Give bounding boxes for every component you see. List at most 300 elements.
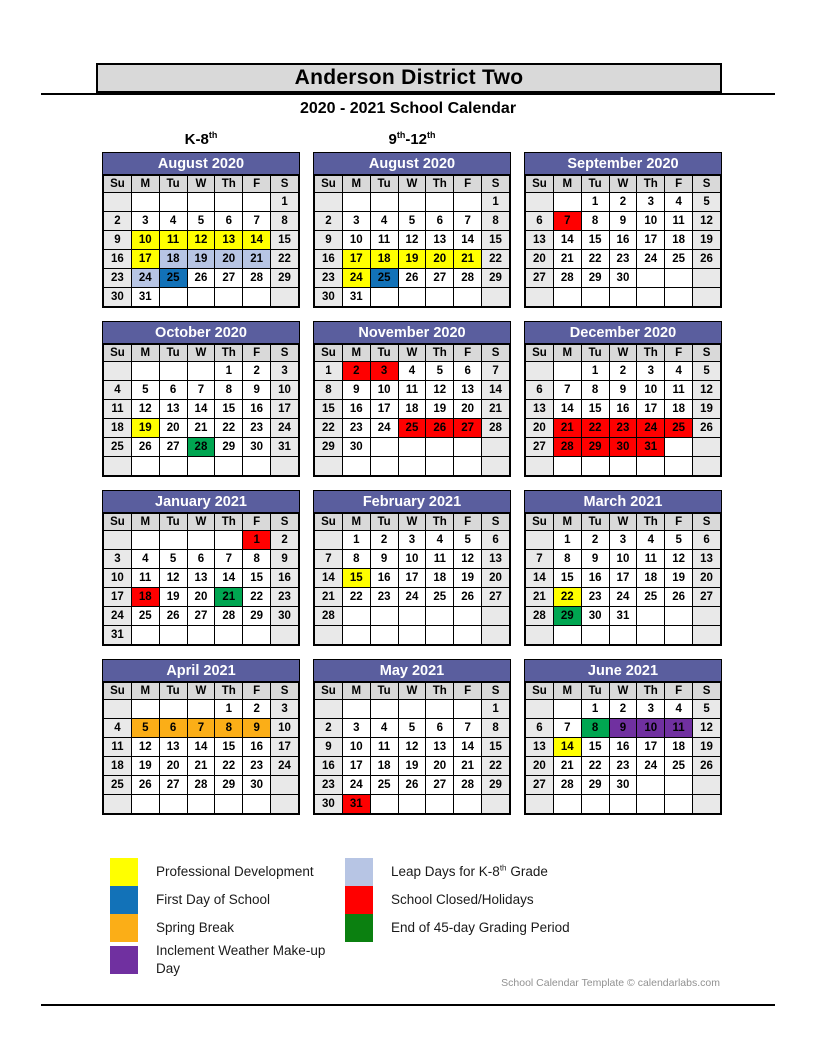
day-cell: 9	[243, 381, 271, 400]
day-cell: 10	[398, 550, 426, 569]
day-cell: 26	[693, 250, 721, 269]
legend-item	[110, 942, 345, 977]
day-cell: 14	[187, 738, 215, 757]
day-cell: 24	[637, 250, 665, 269]
day-cell: 8	[581, 719, 609, 738]
day-cell	[426, 626, 454, 645]
legend-color-swatch	[110, 946, 138, 974]
day-cell: 16	[370, 569, 398, 588]
day-cell: 23	[609, 757, 637, 776]
day-of-week-header: F	[454, 176, 482, 193]
day-cell: 17	[271, 400, 299, 419]
day-cell: 2	[315, 212, 343, 231]
day-cell: 27	[215, 269, 243, 288]
day-cell: 30	[609, 438, 637, 457]
month-title: May 2021	[314, 660, 510, 682]
day-of-week-header: Th	[426, 176, 454, 193]
superscript: th	[396, 130, 406, 140]
day-cell: 27	[526, 269, 554, 288]
day-cell	[693, 776, 721, 795]
day-of-week-header: M	[342, 345, 370, 362]
day-cell: 13	[526, 400, 554, 419]
day-cell: 20	[526, 757, 554, 776]
day-cell: 27	[693, 588, 721, 607]
day-of-week-header: Su	[526, 345, 554, 362]
day-cell: 12	[693, 212, 721, 231]
month-title: February 2021	[314, 491, 510, 513]
day-cell: 29	[581, 438, 609, 457]
day-cell	[398, 457, 426, 476]
day-cell	[342, 700, 370, 719]
day-cell	[315, 700, 343, 719]
month-calendar-august-2020-912	[313, 152, 511, 308]
day-cell	[243, 795, 271, 814]
day-cell: 13	[215, 231, 243, 250]
day-cell	[342, 626, 370, 645]
day-of-week-header: W	[187, 345, 215, 362]
day-cell	[398, 700, 426, 719]
day-cell: 12	[665, 550, 693, 569]
day-cell	[426, 607, 454, 626]
day-cell: 29	[482, 269, 510, 288]
day-cell: 26	[131, 438, 159, 457]
day-cell	[104, 362, 132, 381]
day-cell: 8	[215, 719, 243, 738]
day-cell	[159, 531, 187, 550]
day-cell: 19	[693, 400, 721, 419]
day-cell: 2	[370, 531, 398, 550]
month-table	[525, 175, 721, 307]
day-cell	[553, 626, 581, 645]
day-of-week-header: M	[131, 176, 159, 193]
day-cell	[553, 795, 581, 814]
day-cell	[271, 626, 299, 645]
day-cell: 30	[609, 776, 637, 795]
day-cell: 24	[370, 419, 398, 438]
day-cell: 13	[159, 738, 187, 757]
day-cell	[370, 438, 398, 457]
day-cell: 1	[581, 700, 609, 719]
superscript: th	[427, 130, 436, 140]
day-cell: 27	[426, 269, 454, 288]
day-cell: 7	[526, 550, 554, 569]
day-cell: 29	[315, 438, 343, 457]
day-cell: 11	[665, 212, 693, 231]
day-of-week-header: W	[398, 176, 426, 193]
day-cell: 11	[398, 381, 426, 400]
day-cell	[131, 193, 159, 212]
day-cell	[398, 288, 426, 307]
month-calendar-august-2020-k8	[102, 152, 300, 308]
day-of-week-header: Th	[637, 345, 665, 362]
day-cell	[526, 457, 554, 476]
day-cell: 22	[553, 588, 581, 607]
day-cell: 17	[342, 757, 370, 776]
day-cell: 19	[398, 250, 426, 269]
day-of-week-header: Tu	[581, 176, 609, 193]
day-cell: 8	[243, 550, 271, 569]
month-table	[314, 175, 510, 307]
day-cell	[609, 795, 637, 814]
day-cell: 30	[315, 288, 343, 307]
day-cell: 22	[215, 757, 243, 776]
day-cell: 8	[271, 212, 299, 231]
day-of-week-header: Su	[104, 683, 132, 700]
day-cell	[315, 531, 343, 550]
day-cell: 27	[159, 776, 187, 795]
day-cell: 26	[426, 419, 454, 438]
day-cell: 1	[215, 700, 243, 719]
day-cell: 25	[104, 776, 132, 795]
day-cell: 17	[104, 588, 132, 607]
legend	[110, 858, 570, 977]
day-cell: 23	[609, 419, 637, 438]
day-cell: 15	[215, 400, 243, 419]
legend-label: First Day of School	[156, 892, 271, 908]
day-cell	[526, 531, 554, 550]
day-cell: 18	[104, 419, 132, 438]
day-cell: 12	[398, 231, 426, 250]
day-of-week-header: W	[609, 176, 637, 193]
day-cell	[454, 607, 482, 626]
day-cell: 18	[159, 250, 187, 269]
day-cell	[482, 457, 510, 476]
day-of-week-header: Th	[637, 514, 665, 531]
day-of-week-header: F	[665, 176, 693, 193]
day-cell: 29	[271, 269, 299, 288]
day-of-week-header: Su	[315, 345, 343, 362]
day-of-week-header: S	[693, 683, 721, 700]
day-cell: 9	[609, 212, 637, 231]
day-cell	[581, 457, 609, 476]
day-of-week-header: M	[342, 176, 370, 193]
day-of-week-header: M	[342, 514, 370, 531]
month-table	[525, 344, 721, 476]
day-cell: 18	[104, 757, 132, 776]
day-cell: 21	[553, 757, 581, 776]
day-cell	[398, 795, 426, 814]
day-cell: 18	[398, 400, 426, 419]
day-cell: 4	[104, 719, 132, 738]
day-cell	[693, 438, 721, 457]
day-cell: 23	[104, 269, 132, 288]
day-cell: 30	[243, 438, 271, 457]
day-cell	[665, 269, 693, 288]
day-cell: 25	[398, 419, 426, 438]
day-cell	[482, 607, 510, 626]
day-cell: 26	[454, 588, 482, 607]
legend-label: Professional Development	[156, 864, 314, 880]
day-cell: 25	[637, 588, 665, 607]
day-of-week-header: F	[243, 683, 271, 700]
day-cell: 28	[526, 607, 554, 626]
month-calendar-october-2020	[102, 321, 300, 477]
month-table	[314, 513, 510, 645]
day-cell: 21	[482, 400, 510, 419]
day-cell: 23	[609, 250, 637, 269]
legend-item	[345, 914, 570, 942]
day-cell	[131, 700, 159, 719]
day-of-week-header: M	[553, 345, 581, 362]
day-cell: 22	[243, 588, 271, 607]
day-cell: 30	[315, 795, 343, 814]
day-cell: 26	[398, 269, 426, 288]
day-of-week-header: Tu	[581, 683, 609, 700]
month-title: April 2021	[103, 660, 299, 682]
day-of-week-header: Tu	[159, 683, 187, 700]
day-cell: 24	[271, 419, 299, 438]
month-table	[314, 682, 510, 814]
day-cell: 7	[187, 719, 215, 738]
month-title: June 2021	[525, 660, 721, 682]
legend-label: School Closed/Holidays	[391, 892, 534, 908]
day-cell: 5	[426, 362, 454, 381]
day-cell: 1	[482, 193, 510, 212]
day-cell: 28	[482, 419, 510, 438]
day-of-week-header: W	[187, 683, 215, 700]
day-cell: 23	[370, 588, 398, 607]
superscript: th	[499, 863, 507, 873]
day-of-week-header: Su	[315, 176, 343, 193]
day-cell: 7	[454, 212, 482, 231]
day-cell: 31	[609, 607, 637, 626]
day-cell	[104, 795, 132, 814]
day-cell: 3	[342, 719, 370, 738]
day-cell: 31	[104, 626, 132, 645]
day-cell: 10	[342, 231, 370, 250]
day-cell: 2	[609, 700, 637, 719]
day-cell: 13	[187, 569, 215, 588]
day-cell	[526, 700, 554, 719]
day-cell: 26	[665, 588, 693, 607]
day-of-week-header: F	[665, 514, 693, 531]
day-cell	[215, 457, 243, 476]
day-of-week-header: M	[342, 683, 370, 700]
day-cell: 18	[665, 400, 693, 419]
day-cell	[398, 607, 426, 626]
legend-label: End of 45-day Grading Period	[391, 920, 570, 936]
month-calendar-june-2021	[524, 659, 722, 815]
day-cell: 3	[398, 531, 426, 550]
day-cell: 8	[215, 381, 243, 400]
day-cell	[215, 288, 243, 307]
day-cell	[426, 438, 454, 457]
month-calendar-december-2020	[524, 321, 722, 477]
day-cell	[693, 269, 721, 288]
day-cell: 18	[665, 231, 693, 250]
day-cell: 2	[609, 193, 637, 212]
day-cell	[526, 193, 554, 212]
month-title: August 2020	[314, 153, 510, 175]
day-cell: 23	[315, 269, 343, 288]
day-cell	[637, 626, 665, 645]
day-cell: 21	[454, 757, 482, 776]
footer-credit: School Calendar Template © calendarlabs.com	[501, 977, 720, 989]
day-cell: 3	[131, 212, 159, 231]
day-cell: 28	[187, 438, 215, 457]
day-cell: 9	[609, 381, 637, 400]
day-cell: 19	[131, 757, 159, 776]
day-cell: 14	[454, 231, 482, 250]
day-of-week-header: Tu	[370, 683, 398, 700]
day-cell: 8	[342, 550, 370, 569]
day-cell: 16	[315, 757, 343, 776]
day-cell: 24	[271, 757, 299, 776]
day-cell: 18	[426, 569, 454, 588]
day-cell	[426, 457, 454, 476]
day-cell: 19	[159, 588, 187, 607]
day-cell	[131, 531, 159, 550]
day-of-week-header: Su	[104, 345, 132, 362]
day-cell: 22	[271, 250, 299, 269]
day-cell: 14	[454, 738, 482, 757]
day-cell: 11	[104, 400, 132, 419]
day-cell: 13	[454, 381, 482, 400]
day-cell	[426, 700, 454, 719]
day-cell	[553, 700, 581, 719]
day-cell: 17	[637, 231, 665, 250]
k8-grade-label: K-8th	[184, 130, 218, 148]
day-cell: 13	[526, 231, 554, 250]
day-of-week-header: S	[693, 514, 721, 531]
day-cell: 20	[526, 419, 554, 438]
day-cell: 3	[637, 700, 665, 719]
day-of-week-header: Th	[637, 176, 665, 193]
day-cell: 20	[482, 569, 510, 588]
day-of-week-header: Su	[526, 176, 554, 193]
day-cell: 8	[315, 381, 343, 400]
day-cell: 20	[159, 419, 187, 438]
day-cell: 22	[581, 757, 609, 776]
day-cell: 11	[131, 569, 159, 588]
day-of-week-header: M	[131, 345, 159, 362]
day-cell	[665, 795, 693, 814]
day-cell	[553, 288, 581, 307]
day-cell: 31	[131, 288, 159, 307]
day-cell: 20	[159, 757, 187, 776]
day-of-week-header: Tu	[159, 176, 187, 193]
day-cell	[553, 457, 581, 476]
day-cell: 7	[187, 381, 215, 400]
day-cell: 14	[243, 231, 271, 250]
day-cell: 19	[665, 569, 693, 588]
day-cell: 26	[159, 607, 187, 626]
day-cell: 22	[342, 588, 370, 607]
day-cell: 5	[131, 381, 159, 400]
day-cell: 4	[131, 550, 159, 569]
day-of-week-header: M	[131, 514, 159, 531]
day-cell: 4	[665, 700, 693, 719]
month-table	[103, 682, 299, 814]
calendar-subtitle: 2020 - 2021 School Calendar	[299, 100, 517, 117]
day-cell	[131, 457, 159, 476]
day-cell	[187, 700, 215, 719]
day-cell: 28	[454, 269, 482, 288]
day-cell	[215, 531, 243, 550]
day-cell: 16	[609, 400, 637, 419]
day-cell: 7	[243, 212, 271, 231]
day-cell: 25	[665, 419, 693, 438]
day-cell: 7	[553, 212, 581, 231]
day-cell: 26	[693, 419, 721, 438]
day-cell: 29	[482, 776, 510, 795]
day-cell: 16	[104, 250, 132, 269]
day-cell: 12	[131, 400, 159, 419]
day-cell: 10	[637, 212, 665, 231]
day-cell: 29	[243, 607, 271, 626]
day-cell: 7	[454, 719, 482, 738]
day-cell	[187, 795, 215, 814]
month-table	[314, 344, 510, 476]
day-cell: 30	[271, 607, 299, 626]
day-of-week-header: Th	[215, 345, 243, 362]
day-cell	[426, 193, 454, 212]
day-cell	[243, 288, 271, 307]
day-of-week-header: W	[609, 345, 637, 362]
month-calendar-april-2021	[102, 659, 300, 815]
day-cell: 5	[131, 719, 159, 738]
day-cell: 14	[526, 569, 554, 588]
month-table	[525, 682, 721, 814]
day-cell	[665, 776, 693, 795]
day-of-week-header: Su	[104, 514, 132, 531]
day-cell: 15	[581, 231, 609, 250]
day-cell: 9	[104, 231, 132, 250]
legend-color-swatch	[345, 858, 373, 886]
day-cell	[104, 531, 132, 550]
day-cell: 16	[243, 400, 271, 419]
day-cell: 1	[482, 700, 510, 719]
day-cell: 24	[637, 419, 665, 438]
day-of-week-header: F	[243, 345, 271, 362]
day-cell: 16	[271, 569, 299, 588]
day-cell: 9	[271, 550, 299, 569]
day-cell: 11	[370, 231, 398, 250]
day-of-week-header: M	[553, 683, 581, 700]
day-cell: 11	[159, 231, 187, 250]
header-rule	[41, 93, 775, 95]
day-cell	[243, 193, 271, 212]
day-cell	[271, 776, 299, 795]
day-cell	[131, 795, 159, 814]
day-cell	[342, 193, 370, 212]
day-cell	[370, 795, 398, 814]
day-cell	[370, 288, 398, 307]
day-cell: 30	[342, 438, 370, 457]
day-cell	[159, 193, 187, 212]
day-cell: 6	[526, 212, 554, 231]
day-of-week-header: F	[454, 345, 482, 362]
day-cell: 28	[553, 269, 581, 288]
day-of-week-header: W	[398, 683, 426, 700]
day-of-week-header: S	[271, 683, 299, 700]
day-cell	[665, 288, 693, 307]
day-cell: 17	[609, 569, 637, 588]
month-calendar-march-2021	[524, 490, 722, 646]
day-of-week-header: Su	[526, 514, 554, 531]
day-cell: 15	[482, 738, 510, 757]
day-cell	[215, 795, 243, 814]
day-cell	[159, 700, 187, 719]
day-cell: 19	[187, 250, 215, 269]
day-cell: 23	[342, 419, 370, 438]
day-cell: 30	[609, 269, 637, 288]
day-cell: 13	[426, 738, 454, 757]
day-cell: 2	[271, 531, 299, 550]
day-cell: 23	[315, 776, 343, 795]
day-cell	[454, 795, 482, 814]
footer-rule	[41, 1004, 775, 1006]
